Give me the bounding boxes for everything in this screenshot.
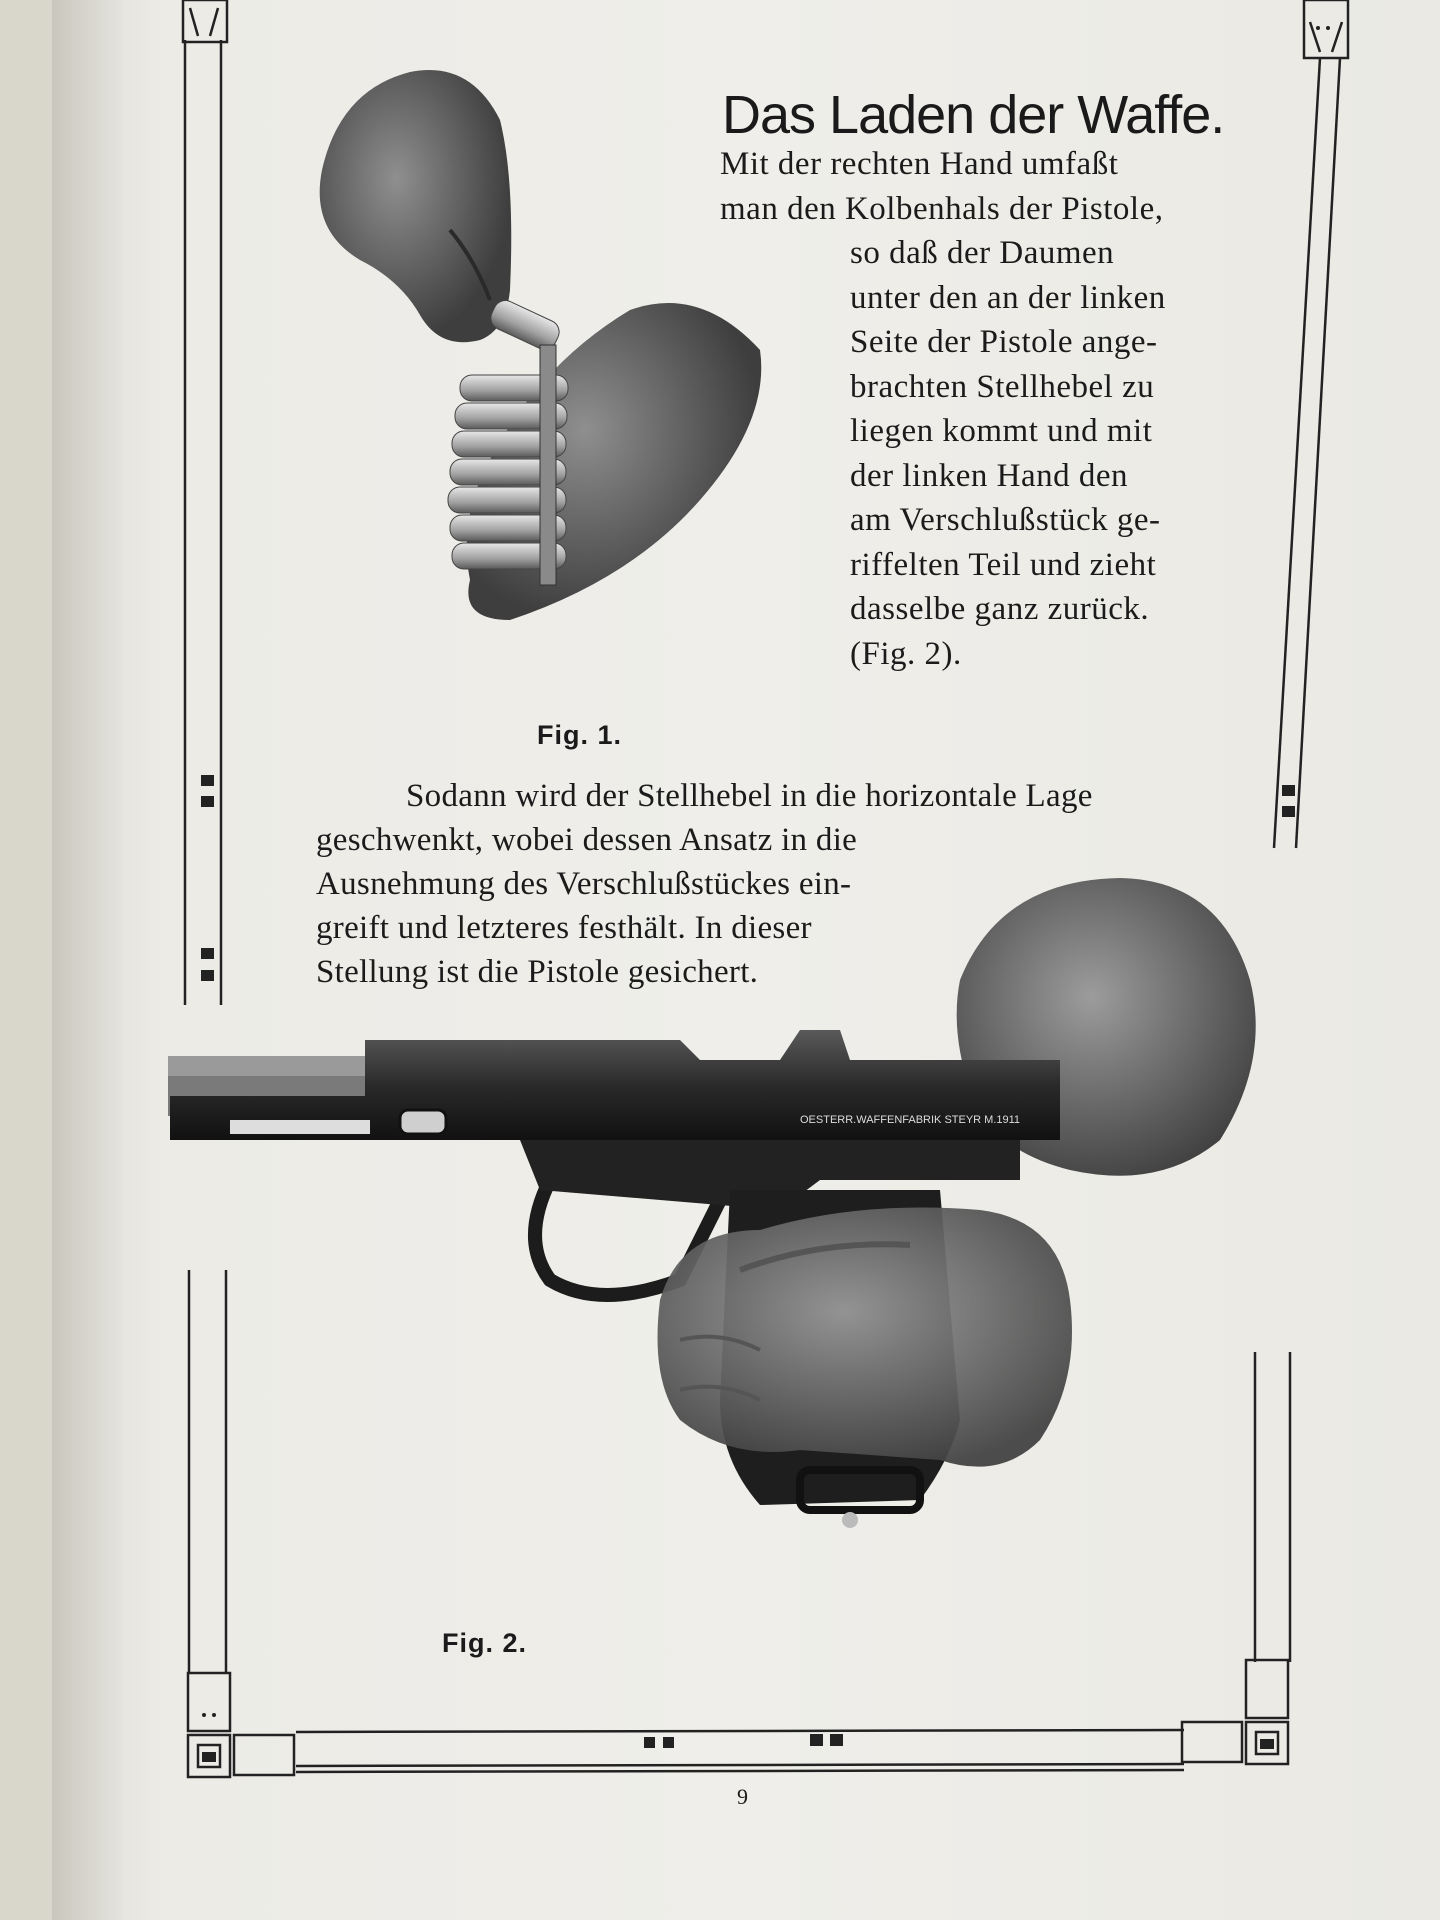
paragraph-line: geschwenkt, wobei dessen Ansatz in die [316, 822, 858, 858]
intro-line: Mit der rechten Hand umfaßt [720, 146, 1119, 182]
intro-line: der linken Hand den [850, 457, 1128, 494]
intro-line: riffelten Teil und zieht [850, 546, 1157, 583]
figure-1-caption: Fig. 1. [537, 720, 623, 750]
paragraph-line: Ausnehmung des Verschlußstückes ein- [316, 866, 852, 902]
intro-line: dasselbe ganz zurück. [850, 591, 1150, 627]
intro-line: man den Kolbenhals der Pistole, [720, 190, 1164, 227]
intro-line: Seite der Pistole ange- [850, 324, 1158, 360]
paragraph-line: Sodann wird der Stellhebel in die horizontale Lage [406, 778, 1093, 814]
paragraph-line: Stellung ist die Pistole gesichert. [316, 954, 759, 990]
second-paragraph [316, 774, 1196, 994]
intro-line: brachten Stellhebel zu [850, 368, 1155, 405]
intro-paragraph [720, 142, 1200, 676]
intro-line: liegen kommt und mit [850, 413, 1153, 449]
paragraph-line: greift und letzteres festhält. In dieser [316, 910, 812, 946]
figure-2-caption: Fig. 2. [442, 1628, 528, 1658]
page-title: Das Laden der Waffe. [722, 85, 1225, 146]
intro-line: am Verschlußstück ge- [850, 502, 1161, 538]
page-number: 9 [737, 1784, 748, 1809]
pistol-engraving: OESTERR.WAFFENFABRIK STEYR M.1911 [800, 1114, 1021, 1126]
intro-line: (Fig. 2). [850, 635, 962, 672]
intro-line: unter den an der linken [850, 279, 1166, 316]
intro-line: so daß der Daumen [850, 235, 1115, 271]
